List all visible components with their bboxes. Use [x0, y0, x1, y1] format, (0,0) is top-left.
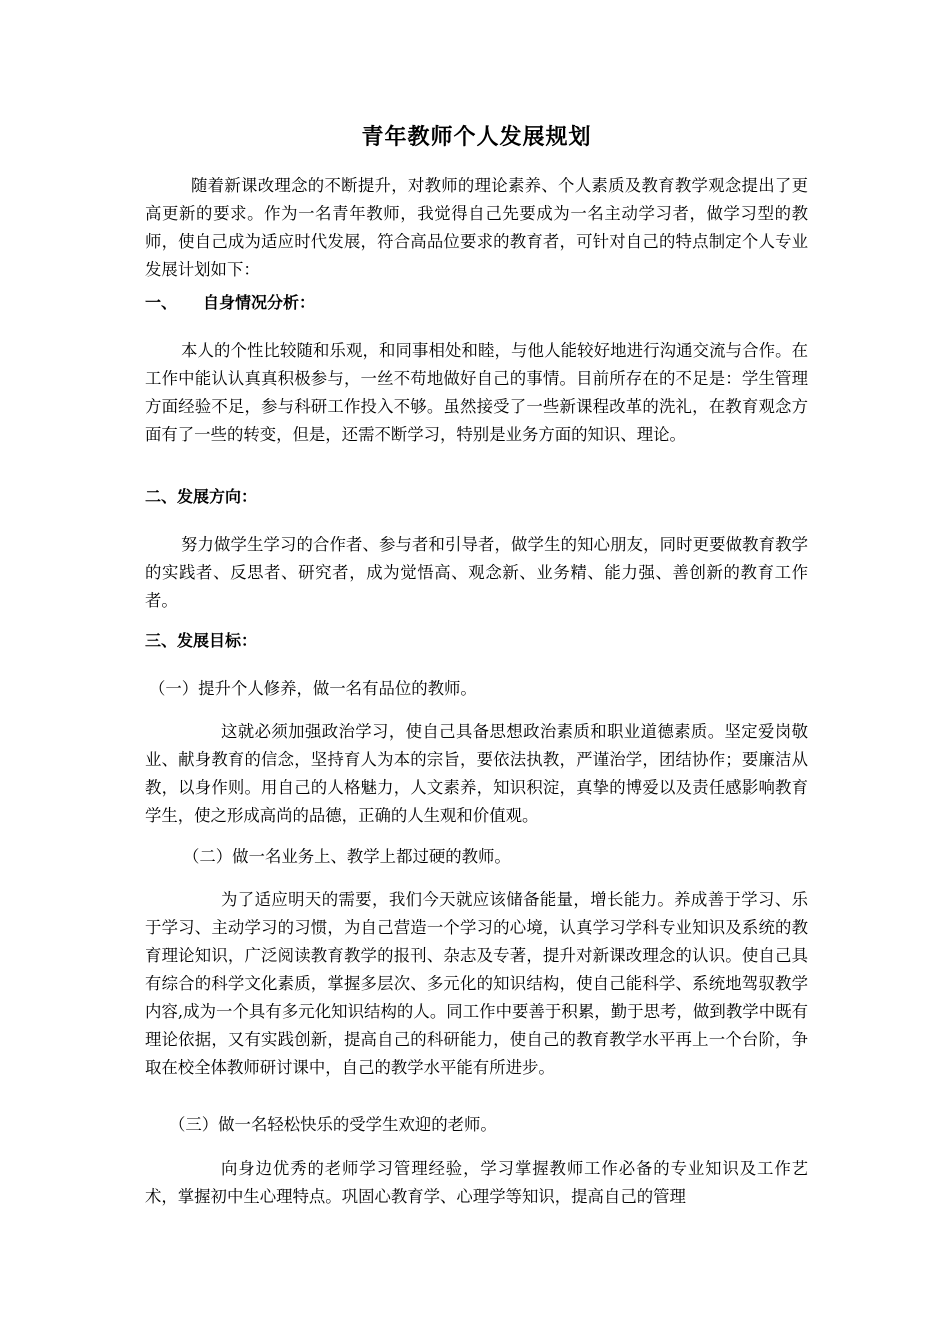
goal-3-heading: （三）做一名轻松快乐的受学生欢迎的老师。: [169, 1115, 497, 1134]
goal-2-heading: （二）做一名业务上、教学上都过硬的教师。: [183, 847, 511, 866]
section-1-body: 本人的个性比较随和乐观，和同事相处和睦，与他人能较好地进行沟通交流与合作。在工作中能认认真真积极参与，一丝不苟地做好自己的事情。目前所存在的不足是：学生管理方面经验不足，参与科研工作投入不够。虽然接受了一些新课程改革的洗礼，在教育观念方面有了一些的转变，但是，还需不断学习，特别是业务方面的知识、理论。: [145, 341, 808, 444]
document-title: 青年教师个人发展规划: [361, 125, 592, 150]
section-2-heading: 二、发展方向：: [145, 487, 258, 506]
intro-paragraph: 随着新课改理念的不断提升，对教师的理论素养、个人素质及教育教学观念提出了更高更新的要求。作为一名青年教师，我觉得自己先要成为一名主动学习者，做学习型的教师，使自己成为适应时代发展，符合高品位要求的教育者，可针对自己的特点制定个人专业发展计划如下：: [145, 176, 808, 279]
goal-1-heading: （一）提升个人修养，做一名有品位的教师。: [149, 679, 477, 698]
section-1-heading: [145, 290, 808, 316]
goal-1-body: 这就必须加强政治学习，使自己具备思想政治素质和职业道德素质。坚定爱岗敬业、献身教育的信念，坚持育人为本的宗旨，要依法执教，严谨治学，团结协作；要廉洁从教，以身作则。用自己的人格魅力，人文素养，知识积淀，真挚的博爱以及责任感影响教育学生，使之形成高尚的品德，正确的人生观和价值观。: [145, 722, 808, 825]
section-1-number: 一、: [145, 293, 178, 312]
goal-2-body: 为了适应明天的需要，我们今天就应该储备能量，增长能力。养成善于学习、乐于学习、主动学习的习惯，为自己营造一个学习的心境，认真学习学科专业知识及系统的教育理论知识，广泛阅读教育教学的报刊、杂志及专著，提升对新课改理念的认识。使自己具有综合的科学文化素质，掌握多层次、多元化的知识结构，使自己能科学、系统地驾驭教学内容,成为一个具有多元化知识结构的人。同工作中要善于积累，勤于思考，做到教学中既有理论依据，又有实践创新，提高自己的科研能力，使自己的教育教学水平再上一个台阶，争取在校全体教师研讨课中，自己的教学水平能有所进步。: [145, 890, 808, 1077]
section-1-title: 自身情况分析：: [203, 293, 316, 312]
goal-3-body: 向身边优秀的老师学习管理经验，学习掌握教师工作必备的专业知识及工作艺术，掌握初中生心理特点。巩固心教育学、心理学等知识，提高自己的管理: [145, 1159, 808, 1206]
section-2-body: 努力做学生学习的合作者、参与者和引导者，做学生的知心朋友，同时更要做教育教学的实践者、反思者、研究者，成为觉悟高、观念新、业务精、能力强、善创新的教育工作者。: [145, 535, 808, 610]
section-3-heading: 三、发展目标：: [145, 631, 258, 650]
